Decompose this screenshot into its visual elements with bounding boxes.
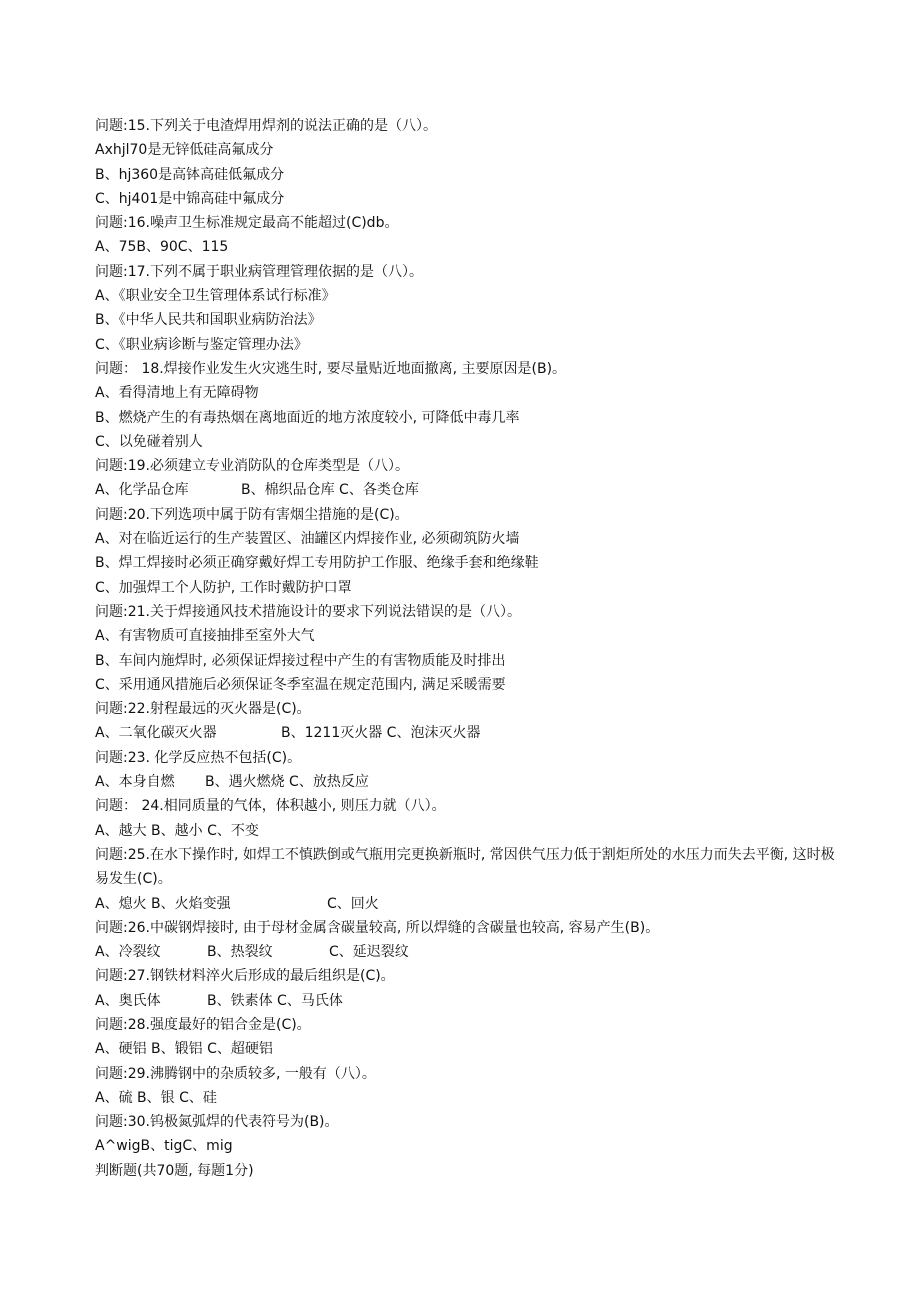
options-line: A^wigB、tigC、mig xyxy=(95,1138,233,1155)
option-b: B、hj360是高钵高硅低氟成分 xyxy=(95,166,285,183)
question-20: 问题:20.下列选项中属于防有害烟尘措施的是(C)。 xyxy=(95,506,409,523)
option-a: A、《职业安全卫生管理体系试行标准》 xyxy=(95,288,336,305)
options-line: A、越大 B、越小 C、不变 xyxy=(95,822,259,839)
option-b-c: B、遇火燃烧 C、放热反应 xyxy=(205,774,369,791)
question-27: 问题:27.钢铁材料淬火后形成的最后组织是(C)。 xyxy=(95,968,395,985)
option-a: A、化学品仓库 xyxy=(95,482,189,499)
options-line xyxy=(95,478,835,502)
option-b-c: B、1211灭火器 C、泡沫灭火器 xyxy=(281,725,481,742)
option-c: C、回火 xyxy=(327,895,379,912)
option-b: B、燃烧产生的有毒热烟在离地面近的地方浓度较小, 可降低中毒几率 xyxy=(95,409,520,426)
options-line xyxy=(95,892,835,916)
option-c: C、hj401是中锦高硅中氟成分 xyxy=(95,190,285,207)
option-a: A、本身自燃 xyxy=(95,774,175,791)
question-26: 问题:26.中碳钢焊接时, 由于母材金属含碳量较高, 所以焊缝的含碳量也较高, 容易产生(B)。 xyxy=(95,919,660,936)
option-b: B、热裂纹 xyxy=(207,944,273,961)
option-c: C、加强焊工个人防护, 工作时戴防护口罩 xyxy=(95,579,352,596)
options-line xyxy=(95,989,835,1013)
question-22: 问题:22.射程最远的灭火器是(C)。 xyxy=(95,701,311,718)
question-23: 问题:23. 化学反应热不包括(C)。 xyxy=(95,749,302,766)
options-line: A、75B、90C、115 xyxy=(95,239,229,256)
question-28: 问题:28.强度最好的铝合金是(C)。 xyxy=(95,1016,311,1033)
option-b: B、《中华人民共和国职业病防治法》 xyxy=(95,312,322,329)
option-a: A、冷裂纹 xyxy=(95,944,161,961)
question-15: 问题:15.下列关于电渣焊用焊剂的说法正确的是（八）。 xyxy=(95,118,437,134)
option-a: A、看得清地上有无障碍物 xyxy=(95,385,259,402)
option-a: Axhjl70是无锌低硅高氟成分 xyxy=(95,142,274,159)
option-c: C、《职业病诊断与鉴定管理办法》 xyxy=(95,336,308,353)
option-a-b: A、熄火 B、火焰变强 xyxy=(95,895,231,912)
option-a: A、对在临近运行的生产装置区、油罐区内焊接作业, 必须砌筑防火墙 xyxy=(95,531,520,548)
option-b-c: B、铁素体 C、马氏体 xyxy=(207,992,343,1009)
question-18: 问题： 18.焊接作业发生火灾逃生时, 要尽量贴近地面撤离, 主要原因是(B)。 xyxy=(95,360,567,377)
options-line xyxy=(95,770,835,794)
question-19: 问题:19.必须建立专业消防队的仓库类型是（八）。 xyxy=(95,458,409,475)
option-c: C、采用通风措施后必须保证冬季室温在规定范围内, 满足采暖需要 xyxy=(95,676,506,693)
question-25: 问题:25.在水下操作时, 如焊工不慎跌倒或气瓶用完更换新瓶时, 常因供气压力低于割炬所处的水压力而失去平衡, 这时极易发生(C)。 xyxy=(95,846,835,888)
question-16: 问题:16.噪声卫生标准规定最高不能超过(C)db。 xyxy=(95,215,399,232)
question-24: 问题： 24.相同质量的气体，体积越小, 则压力就（八）。 xyxy=(95,798,446,815)
question-29: 问题:29.沸腾钢中的杂质较多, 一般有（八）。 xyxy=(95,1065,376,1082)
section-heading: 判断题(共70题, 每题1分) xyxy=(95,1162,254,1179)
option-c: C、以免碰着别人 xyxy=(95,433,203,450)
options-line: A、硬铝 B、锻铝 C、超硬铝 xyxy=(95,1041,273,1058)
option-b: B、焊工焊接时必须正确穿戴好焊工专用防护工作服、绝缘手套和绝缘鞋 xyxy=(95,555,539,572)
option-b: B、车间内施焊时, 必须保证焊接过程中产生的有害物质能及时排出 xyxy=(95,652,506,669)
option-a: A、二氧化碳灭火器 xyxy=(95,725,217,742)
options-line xyxy=(95,721,835,745)
question-30: 问题:30.钨极氮弧焊的代表符号为(B)。 xyxy=(95,1114,339,1131)
options-line xyxy=(95,940,835,964)
option-b-c: B、棉织品仓库 C、各类仓库 xyxy=(241,482,419,499)
question-17: 问题:17.下列不属于职业病管理管理依据的是（八）。 xyxy=(95,263,423,280)
question-list xyxy=(95,114,835,1183)
option-c: C、延迟裂纹 xyxy=(329,944,409,961)
options-line: A、硫 B、银 C、硅 xyxy=(95,1089,217,1106)
option-a: A、奥氏体 xyxy=(95,992,161,1009)
option-a: A、有害物质可直接抽排至室外大气 xyxy=(95,628,315,645)
question-21: 问题:21.关于焊接通风技术措施设计的要求下列说法错误的是（八）。 xyxy=(95,603,521,620)
